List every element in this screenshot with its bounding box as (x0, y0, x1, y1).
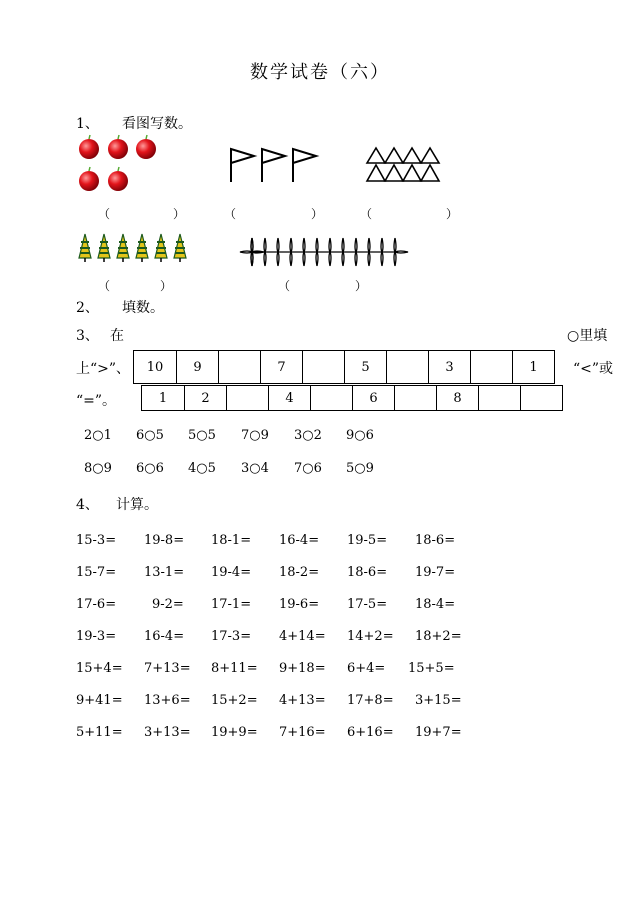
compare-item[interactable]: 6○6 (136, 461, 164, 476)
compare-item[interactable]: 3○2 (294, 428, 322, 443)
q2-instruction: 填数。 (122, 300, 164, 316)
compare-item[interactable]: 6○5 (136, 428, 164, 443)
answer-paren-open: （ (98, 279, 111, 293)
sequence-blank-cell[interactable] (226, 385, 269, 411)
answer-paren-close: ） (160, 279, 173, 293)
sequence-blank-cell[interactable] (302, 350, 345, 384)
sequence-cell: 3 (428, 350, 471, 384)
calc-problem[interactable]: 19-4= (211, 565, 252, 580)
calc-problem[interactable]: 19+7= (415, 725, 462, 740)
calc-problem[interactable]: 18-2= (279, 565, 320, 580)
sequence-cell: 5 (344, 350, 387, 384)
compare-item[interactable]: 8○9 (84, 461, 112, 476)
calc-problem[interactable]: 15-3= (76, 533, 117, 548)
q3-text-eq: “=”。 (76, 393, 117, 409)
calc-problem[interactable]: 4+13= (279, 693, 326, 708)
answer-paren-open: （ (278, 279, 291, 293)
calc-problem[interactable]: 7+13= (144, 661, 191, 676)
answer-paren-close: ） (311, 207, 324, 221)
compare-item[interactable]: 3○4 (241, 461, 269, 476)
calc-problem[interactable]: 17+8= (347, 693, 394, 708)
calc-problem[interactable]: 3+15= (415, 693, 462, 708)
answer-paren-open: （ (98, 207, 111, 221)
q3-text-gt: 上“>”、 (76, 361, 131, 377)
sequence-cell: 7 (260, 350, 303, 384)
calc-problem[interactable]: 19-8= (144, 533, 185, 548)
answer-paren-close: ） (446, 207, 459, 221)
q3-text-lt: “<”或 (573, 361, 614, 377)
compare-item[interactable]: 5○5 (188, 428, 216, 443)
calc-problem[interactable]: 9-2= (152, 597, 184, 612)
calc-problem[interactable]: 15+2= (211, 693, 258, 708)
sequence-blank-cell[interactable] (520, 385, 563, 411)
calc-problem[interactable]: 16-4= (279, 533, 320, 548)
calc-problem[interactable]: 4+14= (279, 629, 326, 644)
sequence-cell: 8 (436, 385, 479, 411)
q4-label: 4、 (76, 497, 99, 513)
calc-problem[interactable]: 19-3= (76, 629, 117, 644)
answer-paren-open: （ (224, 207, 237, 221)
number-sequence-row-2 (142, 385, 563, 411)
calc-problem[interactable]: 18-6= (347, 565, 388, 580)
q1-label: 1、 (76, 116, 99, 132)
answer-paren-close: ） (355, 279, 368, 293)
sequence-cell: 1 (141, 385, 185, 411)
calc-problem[interactable]: 18-6= (415, 533, 456, 548)
calc-problem[interactable]: 19-5= (347, 533, 388, 548)
calc-problem[interactable]: 17-1= (211, 597, 252, 612)
q1-instruction: 看图写数。 (122, 116, 192, 132)
calc-problem[interactable]: 8+11= (211, 661, 258, 676)
calc-problem[interactable]: 19-7= (415, 565, 456, 580)
sequence-blank-cell[interactable] (394, 385, 437, 411)
calc-problem[interactable]: 9+18= (279, 661, 326, 676)
compare-item[interactable]: 7○9 (241, 428, 269, 443)
sequence-cell: 6 (352, 385, 395, 411)
calc-problem[interactable]: 13-1= (144, 565, 185, 580)
stars-picture (240, 237, 410, 267)
calc-problem[interactable]: 17-6= (76, 597, 117, 612)
q3-text-at: 在 (110, 328, 124, 344)
calc-problem[interactable]: 15+5= (408, 661, 455, 676)
sequence-cell: 2 (184, 385, 227, 411)
sequence-cell: 10 (133, 350, 177, 384)
calc-problem[interactable]: 19-6= (279, 597, 320, 612)
triangles-picture (364, 146, 444, 184)
compare-item[interactable]: 5○9 (346, 461, 374, 476)
sequence-blank-cell[interactable] (470, 350, 513, 384)
sequence-blank-cell[interactable] (310, 385, 353, 411)
calc-problem[interactable]: 6+4= (347, 661, 386, 676)
calc-problem[interactable]: 5+11= (76, 725, 123, 740)
q4-instruction: 计算。 (116, 497, 158, 513)
compare-item[interactable]: 7○6 (294, 461, 322, 476)
calc-problem[interactable]: 13+6= (144, 693, 191, 708)
answer-paren-close: ） (173, 207, 186, 221)
calc-problem[interactable]: 3+13= (144, 725, 191, 740)
page-title: 数学试卷（六） (250, 62, 390, 83)
sequence-blank-cell[interactable] (218, 350, 261, 384)
sequence-cell: 9 (176, 350, 219, 384)
sequence-blank-cell[interactable] (478, 385, 521, 411)
trees-picture (78, 233, 190, 263)
calc-problem[interactable]: 7+16= (279, 725, 326, 740)
calc-problem[interactable]: 15+4= (76, 661, 123, 676)
number-sequence-row-1 (134, 350, 555, 384)
calc-problem[interactable]: 6+16= (347, 725, 394, 740)
compare-item[interactable]: 9○6 (346, 428, 374, 443)
calc-problem[interactable]: 15-7= (76, 565, 117, 580)
calc-problem[interactable]: 16-4= (144, 629, 185, 644)
calc-problem[interactable]: 18+2= (415, 629, 462, 644)
sequence-cell: 1 (512, 350, 555, 384)
calc-problem[interactable]: 17-3= (211, 629, 252, 644)
compare-item[interactable]: 4○5 (188, 461, 216, 476)
calc-problem[interactable]: 18-4= (415, 597, 456, 612)
sequence-cell: 4 (268, 385, 311, 411)
q3-label: 3、 (76, 328, 99, 344)
calc-problem[interactable]: 19+9= (211, 725, 258, 740)
q2-label: 2、 (76, 300, 99, 316)
q3-text-fill-circle: ○里填 (567, 328, 608, 344)
apples-picture (76, 134, 166, 204)
calc-problem[interactable]: 18-1= (211, 533, 252, 548)
answer-paren-open: （ (360, 207, 373, 221)
sequence-blank-cell[interactable] (386, 350, 429, 384)
calc-problem[interactable]: 17-5= (347, 597, 388, 612)
calc-problem[interactable]: 9+41= (76, 693, 123, 708)
compare-item[interactable]: 2○1 (84, 428, 112, 443)
calc-problem[interactable]: 14+2= (347, 629, 394, 644)
flags-picture (228, 146, 323, 184)
